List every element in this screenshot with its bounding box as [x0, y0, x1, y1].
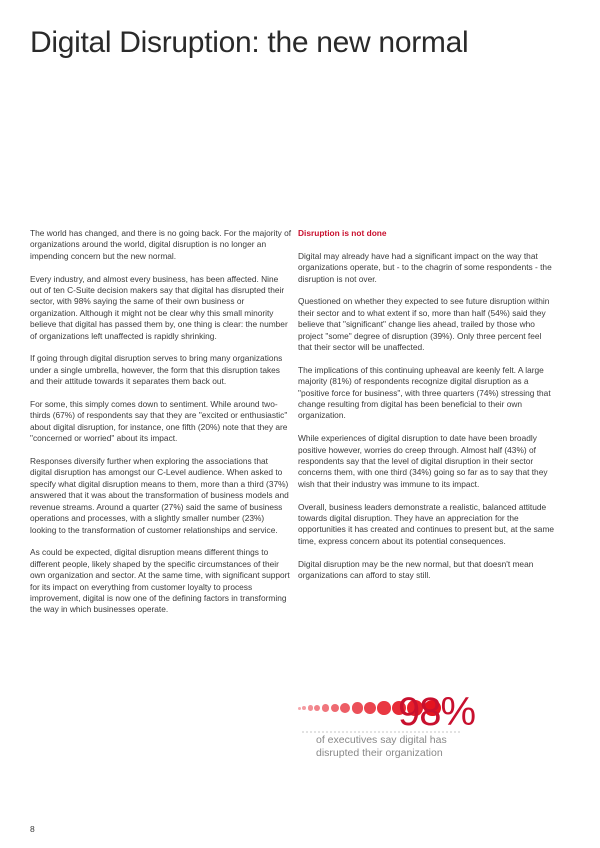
dot-trail-decoration — [330, 731, 332, 733]
dot-decoration — [331, 704, 340, 713]
dot-trail-decoration — [382, 731, 384, 733]
dot-trail-decoration — [378, 731, 380, 733]
dot-trail-decoration — [306, 731, 308, 733]
paragraph: Digital may already have had a significant impact on the way that organizations operate, but - to the chagrin of some respondents - the disruption is not over. — [298, 250, 552, 284]
dot-trail-decoration — [318, 731, 320, 733]
paragraph: Every industry, and almost every business, has been affected. Nine out of ten C-Suite decision makers say that digital has disrupted their sector, with 98% saying the same of their own business or organization. Although it might not be clear why this small minority believe that digital has passed them by, one thing is clear: the number of organizations left unaffected is rapidly shrinking. — [30, 273, 288, 341]
dot-trail-decoration — [354, 731, 356, 733]
dot-trail-decoration — [362, 731, 364, 733]
page-number: 8 — [30, 824, 35, 834]
dot-trail-decoration — [358, 731, 360, 733]
dot-trail-decoration — [342, 731, 344, 733]
dot-trail-decoration — [390, 731, 392, 733]
left-column — [30, 228, 292, 627]
dot-decoration — [377, 701, 390, 714]
paragraph: If going through digital disruption serves to bring many organizations under a single umbrella, however, the form that this disruption takes and their attitude towards it separates them back out. — [30, 353, 283, 387]
dot-decoration — [364, 702, 376, 714]
dot-trail-decoration — [374, 731, 376, 733]
stat-caption-line: of executives say digital has — [316, 734, 447, 746]
dot-decoration — [352, 702, 363, 713]
paragraph: Digital disruption may be the new normal, but that doesn't mean organizations can afford to stay still. — [298, 558, 534, 581]
stat-caption-line: disrupted their organization — [316, 747, 443, 759]
stat-value: 98% — [398, 690, 476, 734]
dot-decoration — [308, 705, 313, 710]
paragraph: For some, this simply comes down to sentiment. While around two-thirds (67%) of respondents say that they are "excited or enthusiastic" about digital disruption, for instance, one fifth (20%) note that they are "concerned or worried" about its impact. — [30, 399, 288, 444]
paragraph: The world has changed, and there is no going back. For the majority of organizations around the world, digital disruption is no longer an impending concern but the new normal. — [30, 228, 292, 261]
dot-trail-decoration — [346, 731, 348, 733]
dot-trail-decoration — [366, 731, 368, 733]
paragraph: Responses diversify further when exploring the associations that digital disruption has amongst our C-Level audience. When asked to specify what digital disruption means to them, more than a third (37%) answered that it was about the transformation of business models and revenue streams. Around a quarter (27%) said the same of business operations and processes, with a slightly smaller number (23%) looking to the transformation of customer relationships and service. — [30, 456, 289, 535]
dot-decoration — [322, 704, 330, 712]
page-title: Digital Disruption: the new normal — [30, 26, 469, 59]
dot-trail-decoration — [350, 731, 352, 733]
section-subheading: Disruption is not done — [298, 228, 387, 238]
dot-trail-decoration — [334, 731, 336, 733]
dot-decoration — [298, 707, 301, 710]
paragraph: The implications of this continuing upheaval are keenly felt. A large majority (81%) of respondents recognize digital disruption as a "positive force for business", with three quarters (74%) stressing that change resulting from digital has been beneficial to their own organization. — [298, 364, 551, 421]
stat-callout — [298, 688, 548, 768]
dot-trail-decoration — [310, 731, 312, 733]
paragraph: While experiences of digital disruption to date have been broadly positive however, worries do creep through. Almost half (43%) of respondents say that the level of digital disruption in their sector concerns them, with one third (34%) going so far as to say that they wish that their industry was immune to its impact. — [298, 433, 548, 489]
stat-caption — [316, 734, 516, 760]
dot-trail-decoration — [326, 731, 328, 733]
dot-trail-decoration — [338, 731, 340, 733]
dot-decoration — [340, 703, 350, 713]
dot-trail-decoration — [302, 731, 304, 733]
right-column — [298, 228, 555, 593]
dot-trail-decoration — [322, 731, 324, 733]
dot-decoration — [302, 706, 306, 710]
dot-trail-decoration — [370, 731, 372, 733]
dot-trail-decoration — [314, 731, 316, 733]
dot-trail-decoration — [394, 731, 396, 733]
dot-trail-decoration — [386, 731, 388, 733]
dot-decoration — [314, 705, 320, 711]
paragraph: As could be expected, digital disruption means different things to different people, likely shaped by the specific circumstances of their own organization and sector. At the same time, with significant support for its impact on everything from customer loyalty to process improvement, digital is now one of the defining factors in transforming the way in which businesses operate. — [30, 547, 290, 615]
paragraph: Questioned on whether they expected to see future disruption within their sector and to what extent if so, more than half (54%) said they believe that "significant" change lies ahead, trailed by those who project "some" degree of disruption (39%). Only three percent feel that their sector will be unaffected. — [298, 296, 550, 353]
paragraph: Overall, business leaders demonstrate a realistic, balanced attitude towards digital disruption. They have an appreciation for the opportunities it has created and continues to present but, at the same time, express concern about its potential consequences. — [298, 501, 555, 546]
